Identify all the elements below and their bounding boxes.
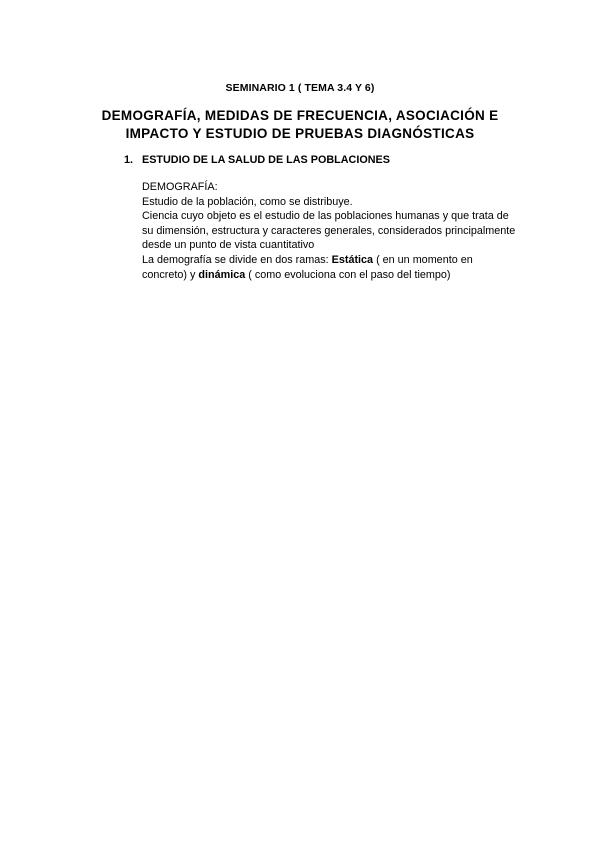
content-line-3: su dimensión, estructura y caracteres generales, considerados principalmente [142,224,516,237]
document-title-line-2: IMPACTO Y ESTUDIO DE PRUEBAS DIAGNÓSTICAS [125,126,475,141]
term-estatica: Estática [331,253,374,266]
document-title-line-1: DEMOGRAFÍA, MEDIDAS DE FRECUENCIA, ASOCIACIÓN E [101,108,499,123]
content-line-6 [142,268,542,283]
content-heading: DEMOGRAFÍA: [142,181,218,193]
content-line-6-post: ( como evoluciona con el paso del tiempo) [245,268,451,281]
term-dinamica: dinámica [198,268,246,281]
content-line-2: Ciencia cuyo objeto es el estudio de las poblaciones humanas y que trata de [142,210,509,223]
content-line-1: Estudio de la población, como se distribuye. [142,195,353,208]
document-title [80,107,520,143]
section-heading [124,154,544,166]
content-line-5-post: ( en un momento en [373,253,473,266]
content-line-5 [142,253,542,268]
content-line-4: desde un punto de vista cuantitativo [142,239,315,252]
content-line-6-pre: concreto) y [142,268,199,281]
seminar-label: SEMINARIO 1 ( TEMA 3.4 Y 6) [225,82,375,94]
section-title: ESTUDIO DE LA SALUD DE LAS POBLACIONES [142,154,390,166]
content-line-5-pre: La demografía se divide en dos ramas: [142,253,332,266]
section-body [142,180,542,282]
section-number: 1. [124,154,134,166]
